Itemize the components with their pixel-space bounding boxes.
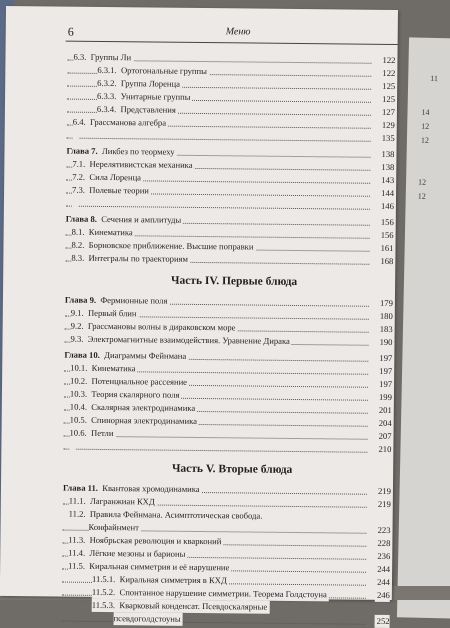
toc-number: 7.3.	[72, 185, 85, 195]
toc-title	[66, 213, 183, 227]
toc-page-number: 144	[379, 187, 394, 200]
toc-title	[64, 349, 188, 363]
toc-number: 9.1.	[71, 308, 84, 318]
toc-page-number: 190	[378, 336, 393, 349]
toc-text: Сечения и амплитуды	[101, 214, 181, 225]
toc-title	[97, 64, 209, 78]
toc-text: Петли	[91, 428, 114, 438]
toc-number: Глава 10.	[64, 350, 100, 360]
toc-number: Глава 9.	[65, 295, 96, 305]
toc-number: 7.1.	[72, 159, 85, 169]
toc-number: 6.3.3.	[97, 91, 116, 101]
toc-title	[68, 547, 187, 561]
toc-page-number: 183	[378, 323, 393, 336]
adjacent-page-number: 12	[418, 192, 426, 201]
toc-text: Первый блин	[88, 308, 137, 319]
toc-entry[interactable]	[66, 197, 394, 213]
toc-text: Полевые теории	[89, 185, 149, 196]
toc-title	[72, 226, 135, 240]
toc-entry[interactable]	[67, 129, 395, 145]
toc-page-number: 146	[379, 200, 394, 213]
adjacent-page-number: 11	[430, 74, 438, 83]
toc-text: Лагранжиан КХД	[90, 496, 155, 507]
toc-text: Киральная симметрия и её нарушение	[89, 561, 229, 572]
toc-number: 11.5.	[68, 561, 85, 571]
toc-page-number: 168	[378, 255, 393, 268]
toc-number: 11.1.	[69, 496, 86, 506]
leader-dots	[63, 449, 367, 453]
toc-title	[70, 388, 182, 402]
toc-text: Представления	[121, 104, 176, 115]
toc-title	[73, 116, 168, 130]
adjacent-page	[397, 37, 450, 618]
toc-page-number: 143	[379, 174, 394, 187]
toc-page-number: 207	[377, 430, 392, 443]
toc-number: 10.5.	[70, 415, 87, 425]
toc-title	[65, 294, 170, 308]
toc-title	[66, 145, 176, 159]
toc-title	[70, 362, 138, 376]
adjacent-page-number: 12	[421, 136, 429, 145]
toc-page-number: 199	[377, 391, 392, 404]
toc-text: Унитарные группы	[121, 91, 191, 102]
adjacent-page-number: 12	[421, 122, 429, 131]
toc-page-number: 244	[375, 563, 390, 576]
toc-title	[71, 307, 139, 321]
toc-page-number: 138	[380, 148, 395, 161]
toc-page-number: 197	[377, 352, 392, 365]
adjacent-page-number: 12	[418, 178, 426, 187]
toc-page-number: 161	[379, 242, 394, 255]
toc-title	[70, 401, 198, 415]
toc-entry[interactable]	[62, 612, 390, 628]
toc-text: Интегралы по траекториям	[89, 253, 189, 264]
toc-page-number: 129	[380, 119, 395, 132]
toc-title	[70, 375, 189, 389]
toc-text: Группы Ли	[91, 52, 132, 62]
toc-text: Правила Фейнмана. Асимптотическая свобода.	[90, 509, 263, 521]
toc-number: 10.1.	[70, 363, 87, 373]
toc-number: 10.6.	[69, 428, 86, 438]
toc-title	[72, 171, 143, 185]
toc-page-number: 180	[378, 310, 393, 323]
toc-text: Кварковый конденсат. Псевдоскалярные	[119, 600, 267, 612]
toc-text: Борновское приближение. Высшие поправки	[89, 240, 254, 252]
toc-title	[72, 184, 151, 198]
toc-page-number: 219	[376, 485, 391, 498]
leader-dots	[67, 138, 371, 142]
toc-title	[71, 252, 190, 266]
book-page	[0, 6, 398, 600]
toc-text: Группа Лоренца	[121, 78, 180, 89]
toc-text: Сила Лоренца	[89, 172, 141, 183]
toc-page-number: 122	[381, 54, 396, 67]
toc-page-number: 210	[376, 443, 391, 456]
toc-number: 7.2.	[72, 172, 85, 182]
toc-number: 6.3.1.	[97, 65, 116, 75]
toc-title	[73, 51, 133, 65]
toc-title	[97, 90, 193, 104]
toc-title	[69, 495, 157, 509]
toc-page-number: 236	[375, 550, 390, 563]
toc-title	[97, 77, 182, 91]
toc-title	[114, 612, 183, 626]
toc-number: Глава 7.	[66, 146, 97, 156]
toc-number: 8.2.	[71, 240, 84, 250]
toc-page-number: 197	[377, 365, 392, 378]
toc-title	[88, 521, 141, 535]
toc-number: 11.2.	[69, 509, 86, 519]
toc-number: 11.5.1.	[92, 574, 115, 584]
toc-page-number: 228	[375, 537, 390, 550]
table-of-contents	[62, 51, 396, 628]
toc-number: 11.3.	[68, 535, 85, 545]
toc-text: Грассмановы волны в дираковском море	[88, 321, 236, 333]
toc-page-number: 122	[380, 67, 395, 80]
toc-number: 6.3.2.	[97, 78, 116, 88]
toc-number: 11.5.2.	[92, 587, 115, 597]
adjacent-page-number: 14	[421, 108, 429, 117]
toc-number: 10.3.	[70, 389, 87, 399]
toc-number: 8.1.	[72, 227, 85, 237]
toc-number: 8.3.	[71, 253, 84, 263]
toc-entry[interactable]	[64, 333, 392, 349]
toc-page-number: 135	[380, 132, 395, 145]
toc-number: 11.5.3.	[92, 600, 115, 610]
toc-text: Ноябрьская революция и кварконий	[90, 535, 222, 546]
toc-page-number: 223	[376, 524, 391, 537]
toc-page-number: 246	[375, 589, 390, 602]
toc-text: Квантовая хромодинамика	[102, 483, 199, 494]
toc-title	[73, 129, 79, 142]
toc-title	[69, 440, 75, 453]
toc-text: Ликбез по теормеху	[102, 146, 175, 157]
leader-dots	[62, 621, 366, 625]
toc-text: Потенциальное рассеяние	[92, 376, 188, 387]
toc-number: Глава 8.	[66, 214, 97, 224]
toc-number: 10.4.	[70, 402, 87, 412]
toc-page-number: 252	[375, 615, 390, 628]
page-running-title: Меню	[226, 26, 251, 37]
part-heading: Часть IV. Первые блюда	[65, 265, 393, 294]
toc-text: Лёгкие мезоны и барионы	[89, 548, 185, 559]
toc-text: Ортогональные группы	[121, 65, 207, 76]
toc-text: Кинематика	[89, 227, 133, 237]
toc-number: 9.3.	[70, 334, 83, 344]
toc-text: Теория скалярного поля	[91, 389, 179, 400]
toc-text: Диаграммы Фейнмана	[104, 350, 186, 361]
toc-text: Спонтанное нарушение симметрии. Теорема Голдстоуна	[119, 587, 326, 599]
toc-page-number: 125	[380, 80, 395, 93]
toc-page-number: 156	[379, 229, 394, 242]
toc-text: Электромагнитные взаимодействия. Уравнение Дирака	[88, 334, 290, 346]
toc-page-number: 156	[379, 216, 394, 229]
toc-text: псевдоголдстоуны	[114, 613, 181, 624]
toc-text: Конфайнмент	[89, 522, 139, 533]
toc-title	[97, 103, 178, 117]
toc-number: 6.3.4.	[97, 104, 116, 114]
toc-title	[70, 333, 291, 348]
toc-text: Фермионные поля	[100, 295, 167, 306]
toc-page-number: 219	[376, 498, 391, 511]
toc-text: Скалярная электродинамика	[91, 402, 195, 413]
toc-number: 11.4.	[68, 548, 85, 558]
toc-number: Глава 11.	[63, 483, 98, 493]
toc-page-number: 179	[378, 297, 393, 310]
toc-text: Грассманова алгебра	[90, 117, 166, 128]
toc-page-number: 125	[380, 93, 395, 106]
toc-text: Кинематика	[92, 363, 136, 373]
toc-page-number: 201	[377, 404, 392, 417]
toc-title	[72, 197, 78, 210]
page-number: 6	[68, 25, 74, 40]
toc-number: 6.4.	[73, 117, 86, 127]
toc-number: 9.2.	[71, 321, 84, 331]
toc-page-number: 244	[375, 576, 390, 589]
toc-number: 6.3.	[73, 52, 86, 62]
toc-number: 10.2.	[70, 376, 87, 386]
toc-title	[70, 414, 199, 428]
toc-text: Нерелятивистская механика	[89, 159, 192, 170]
toc-title	[72, 158, 194, 172]
toc-text: Киральная симметрия в КХД	[120, 574, 227, 585]
toc-page-number: 204	[377, 417, 392, 430]
toc-page-number: 127	[380, 106, 395, 119]
leader-dots	[66, 206, 370, 210]
toc-text: Спинорная электродинамика	[91, 415, 197, 426]
part-heading: Часть V. Вторые блюда	[63, 453, 391, 482]
toc-page-number: 197	[377, 378, 392, 391]
toc-title	[69, 427, 115, 440]
toc-page-number: 138	[379, 161, 394, 174]
